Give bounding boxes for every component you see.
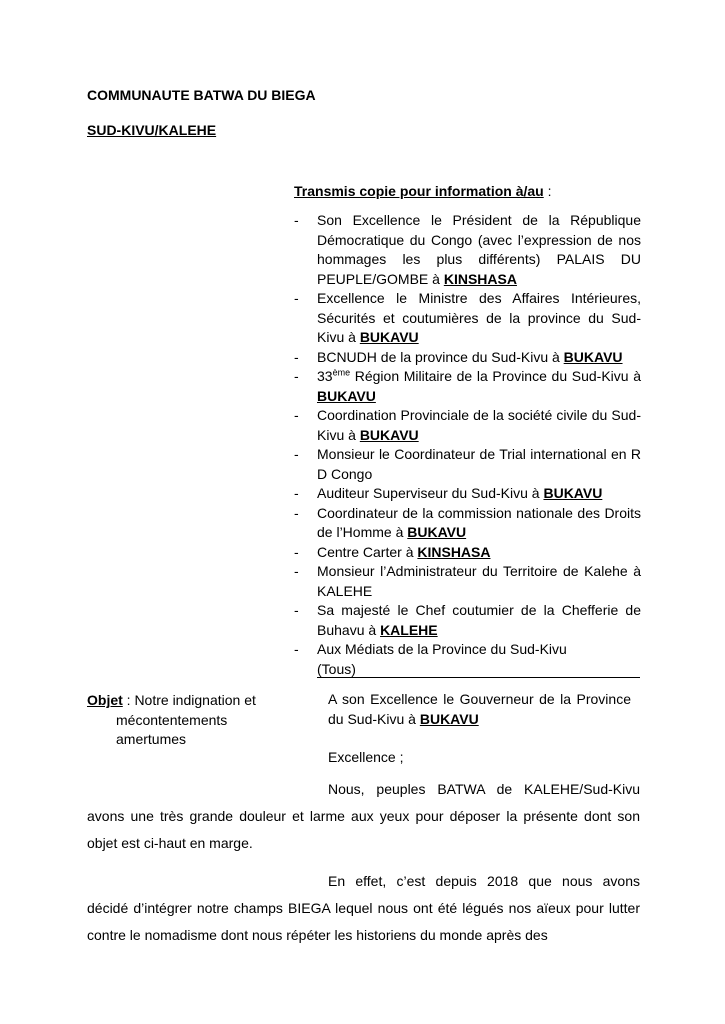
- body-paragraph-text: Nous, peuples BATWA de KALEHE/Sud-Kivu avons une très grande douleur et larme aux yeux pour déposer la présente dont son objet est ci-haut en marge.: [87, 781, 640, 851]
- copy-item-place: KINSHASA: [443, 270, 517, 287]
- recipient-place: BUKAVU: [419, 710, 479, 727]
- copy-item-extra: (Tous): [317, 660, 356, 677]
- objet-block: [87, 691, 297, 750]
- copy-item-7: [294, 484, 641, 504]
- copies-list: [294, 211, 641, 679]
- copies-heading-colon: :: [543, 183, 552, 199]
- copy-item-2: [294, 289, 641, 348]
- list-dash: -: [294, 563, 299, 579]
- copy-item-place: BUKAVU: [359, 329, 419, 345]
- letterhead-location: SUD-KIVU/KALEHE: [87, 122, 217, 138]
- copy-item-text: Excellence le Ministre des Affaires Intérieures, Sécurités et coutumières de la province du Sud-Kivu à: [317, 290, 641, 345]
- list-dash: -: [294, 407, 299, 423]
- list-dash: -: [294, 504, 299, 521]
- copies-divider: [317, 677, 640, 678]
- copy-item-text: Monsieur l’Administrateur du Territoire de Kalehe à KALEHE: [317, 563, 641, 599]
- copy-item-text: Centre Carter à: [317, 543, 418, 560]
- objet-text-line1: : Notre indignation et: [122, 692, 256, 708]
- copy-item-superscript: ème: [332, 367, 351, 378]
- copy-item-1: [294, 211, 641, 289]
- copy-item-text: Sa majesté le Chef coutumier de la Chefferie de Buhavu à: [317, 602, 641, 638]
- copy-item-number: 33: [317, 368, 333, 384]
- copy-item-place: KALEHE: [380, 621, 438, 638]
- body-paragraph-2: [87, 868, 640, 949]
- copy-item-place: BUKAVU: [407, 524, 467, 540]
- copy-item-4: [294, 367, 641, 406]
- copy-item-place: BUKAVU: [543, 485, 603, 501]
- list-dash: -: [294, 485, 299, 501]
- list-dash: -: [294, 446, 299, 462]
- copy-item-6: [294, 445, 641, 484]
- recipient-text: A son Excellence le Gouverneur de la Province du Sud-Kivu à: [328, 691, 631, 727]
- copies-heading-title: Transmis copie pour information à/au: [294, 183, 544, 199]
- copy-item-8: [294, 504, 641, 543]
- copy-item-place: KINSHASA: [417, 543, 491, 560]
- objet-label: Objet: [87, 692, 123, 708]
- copy-item-place: BUKAVU: [359, 426, 419, 443]
- list-dash: -: [294, 368, 299, 384]
- copy-item-5: [294, 406, 641, 445]
- list-dash: -: [294, 602, 299, 618]
- copy-item-text: Région Militaire de la Province du Sud-Kivu à: [350, 368, 641, 384]
- copy-item-12: [294, 640, 641, 679]
- copy-item-11: [294, 601, 641, 640]
- list-dash: -: [294, 641, 299, 657]
- copy-item-place: BUKAVU: [563, 348, 623, 365]
- copy-item-text: Monsieur le Coordinateur de Trial international en R D Congo: [317, 446, 641, 482]
- recipient-address: [328, 690, 631, 729]
- list-dash: -: [294, 543, 299, 560]
- copy-item-text: Coordination Provinciale de la société civile du Sud-Kivu à: [317, 407, 641, 443]
- copy-item-text: BCNUDH de la province du Sud-Kivu à: [317, 348, 564, 365]
- objet-text-line2: mécontentements amertumes: [116, 711, 228, 747]
- copy-item-text: Auditeur Superviseur du Sud-Kivu à: [317, 485, 544, 501]
- body-paragraph-text: En effet, c’est depuis 2018 que nous avons décidé d’intégrer notre champs BIEGA lequel nous ont été légués nos aïeux pour lutter contre le nomadisme dont nous répéter les historiens du monde après des: [87, 873, 640, 943]
- body-paragraph-1: [87, 776, 640, 857]
- list-dash: -: [294, 212, 299, 228]
- copy-item-text: Son Excellence le Président de la République Démocratique du Congo (avec l’expression de nos hommages les plus différents) PALAIS DU PEUPLE/GOMBE à: [317, 212, 641, 287]
- copy-item-place: BUKAVU: [317, 387, 376, 404]
- copy-item-text: Coordinateur de la commission nationale des Droits de l’Homme à: [317, 504, 641, 540]
- copy-item-10: [294, 562, 641, 601]
- copy-item-text: Aux Médiats de la Province du Sud-Kivu: [317, 641, 567, 657]
- letterhead-community: COMMUNAUTE BATWA DU BIEGA: [87, 87, 316, 103]
- salutation: Excellence ;: [328, 749, 404, 765]
- copy-item-9: [294, 543, 641, 563]
- list-dash: -: [294, 348, 299, 365]
- copy-item-3: [294, 348, 641, 368]
- copies-heading: [294, 182, 552, 202]
- list-dash: -: [294, 290, 299, 306]
